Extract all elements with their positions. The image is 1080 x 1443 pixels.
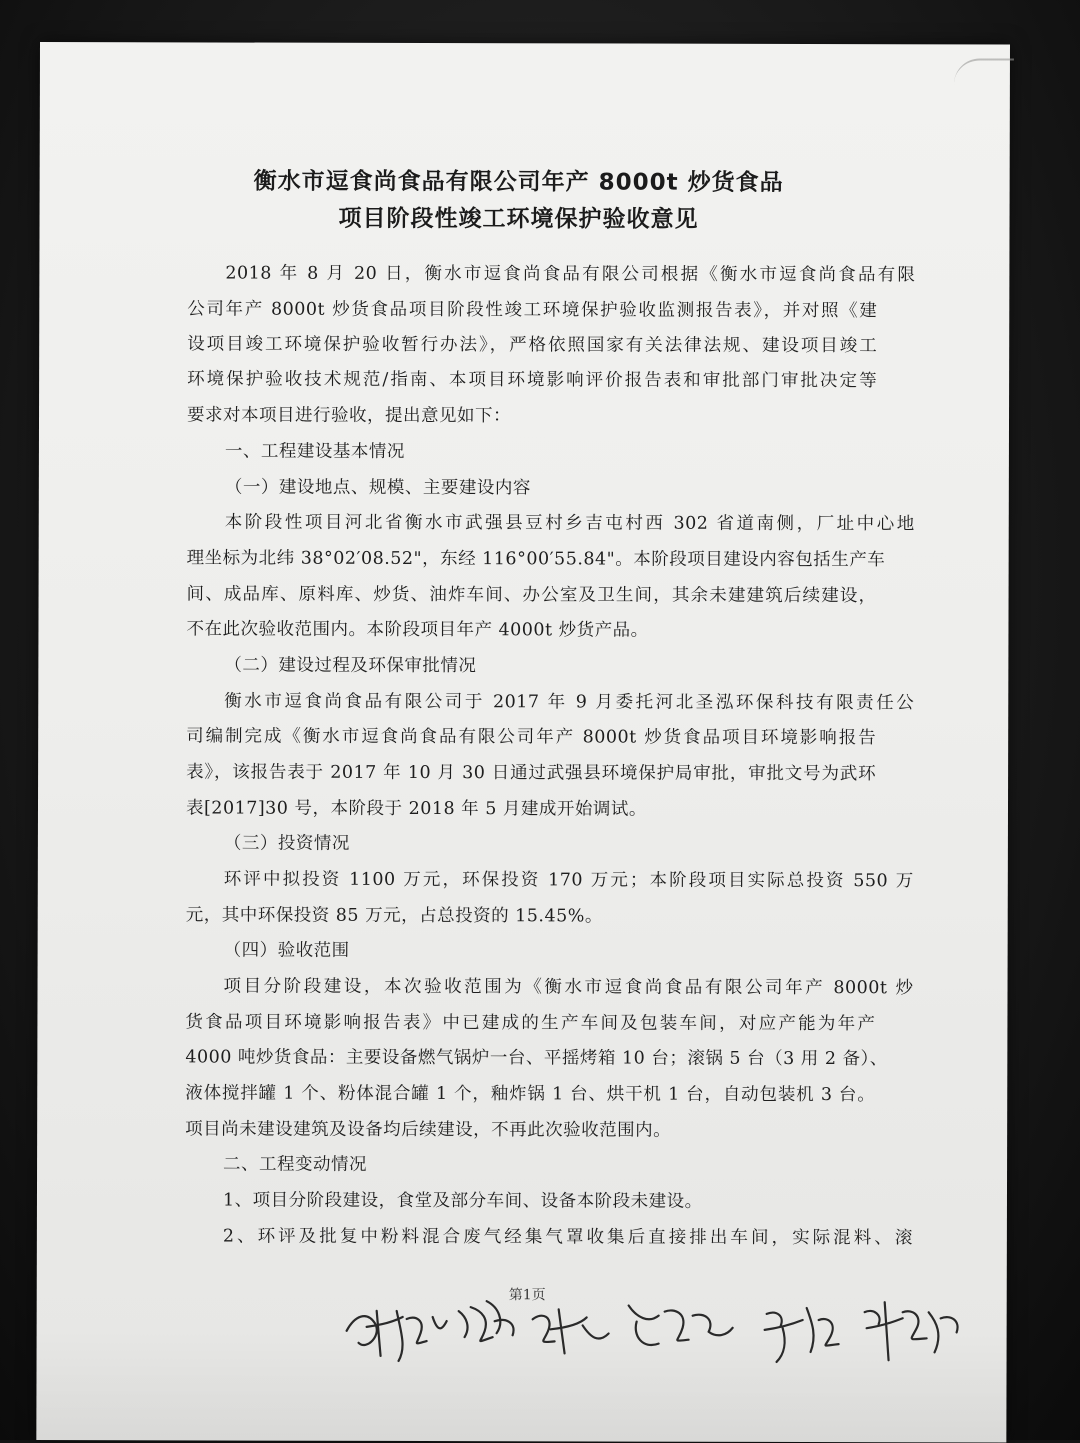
section-heading: 一、工程建设基本情况 xyxy=(224,441,405,462)
body-line: 不在此次验收范围内。本阶段项目年产 4000t 炒货产品。 xyxy=(186,619,649,641)
document-title-line-2: 项目阶段性竣工环境保护验收意见 xyxy=(338,205,699,233)
body-line: 设项目竣工环境保护验收暂行办法》，严格依照国家有关法律法规、建设项目竣工 xyxy=(187,334,878,357)
body-line: 4000 吨炒货食品：主要设备燃气锅炉一台、平摇烤箱 10 台；滚锅 5 台（3 用 2 备）、 xyxy=(185,1047,888,1070)
body-line: 货食品项目环境影响报告表》中已建成的生产车间及包装车间，对应产能为年产 xyxy=(185,1012,876,1035)
body-line: 项目尚未建设建筑及设备均后续建设，不再此次验收范围内。 xyxy=(185,1119,672,1141)
body-line: 理坐标为北纬 38°02′08.52"，东经 116°00′55.84"。本阶段项目建设内容包括生产车 xyxy=(186,548,886,571)
body-line: 1、项目分阶段建设，食堂及部分车间、设备本阶段未建设。 xyxy=(222,1190,703,1212)
body-line: 元，其中环保投资 85 万元，占总投资的 15.45%。 xyxy=(185,905,603,927)
subsection-heading: （一）建设地点、规模、主要建设内容 xyxy=(224,477,531,499)
subsection-heading: （二）建设过程及环保审批情况 xyxy=(224,655,477,677)
body-line: 液体搅拌罐 1 个、粉体混合罐 1 个，釉炸锅 1 台、烘干机 1 台，自动包装机 3 台。 xyxy=(185,1083,876,1106)
section-heading: 二、工程变动情况 xyxy=(223,1154,368,1175)
body-line: 项目分阶段建设，本次验收范围为《衡水市逗食尚食品有限公司年产 8000t 炒 xyxy=(223,976,914,999)
document-title-line-1: 衡水市逗食尚食品有限公司年产 8000t 炒货食品 xyxy=(253,168,784,196)
body-line: 本阶段性项目河北省衡水市武强县豆村乡吉屯村西 302 省道南侧，厂址中心地 xyxy=(224,512,915,535)
body-line: 环评中拟投资 1100 万元，环保投资 170 万元；本阶段项目实际总投资 550 万 xyxy=(223,869,914,892)
body-line: 公司年产 8000t 炒货食品项目阶段性竣工环境保护验收监测报告表》，并对照《建 xyxy=(187,299,878,322)
body-line: 司编制完成《衡水市逗食尚食品有限公司年产 8000t 炒货食品项目环境影响报告 xyxy=(186,726,877,749)
paper-fold-mark xyxy=(954,58,1014,84)
subsection-heading: （四）验收范围 xyxy=(223,940,350,961)
body-line: 间、成品库、原料库、炒货、油炸车间、办公室及卫生间，其余未建建筑后续建设， xyxy=(186,584,877,607)
body-line: 环境保护验收技术规范/指南、本项目环境影响评价报告表和审批部门审批决定等 xyxy=(187,369,878,392)
body-line: 表[2017]30 号，本阶段于 2018 年 5 月建成开始调试。 xyxy=(185,798,647,820)
body-line: 衡水市逗食尚食品有限公司于 2017 年 9 月委托河北圣泓环保科技有限责任公 xyxy=(224,691,915,714)
body-line: 要求对本项目进行验收，提出意见如下： xyxy=(186,405,512,427)
document-page xyxy=(36,42,1010,1443)
handwritten-signatures xyxy=(336,1271,976,1383)
page-number: 第1页 xyxy=(508,1287,546,1304)
body-line: 2、环评及批复中粉料混合废气经集气罩收集后直接排出车间，实际混料、滚 xyxy=(222,1226,913,1249)
body-line: 表》，该报告表于 2017 年 10 月 30 日通过武强县环境保护局审批，审批文号为武环 xyxy=(186,762,877,785)
body-line: 2018 年 8 月 20 日，衡水市逗食尚食品有限公司根据《衡水市逗食尚食品有限 xyxy=(225,263,916,286)
subsection-heading: （三）投资情况 xyxy=(223,833,350,854)
